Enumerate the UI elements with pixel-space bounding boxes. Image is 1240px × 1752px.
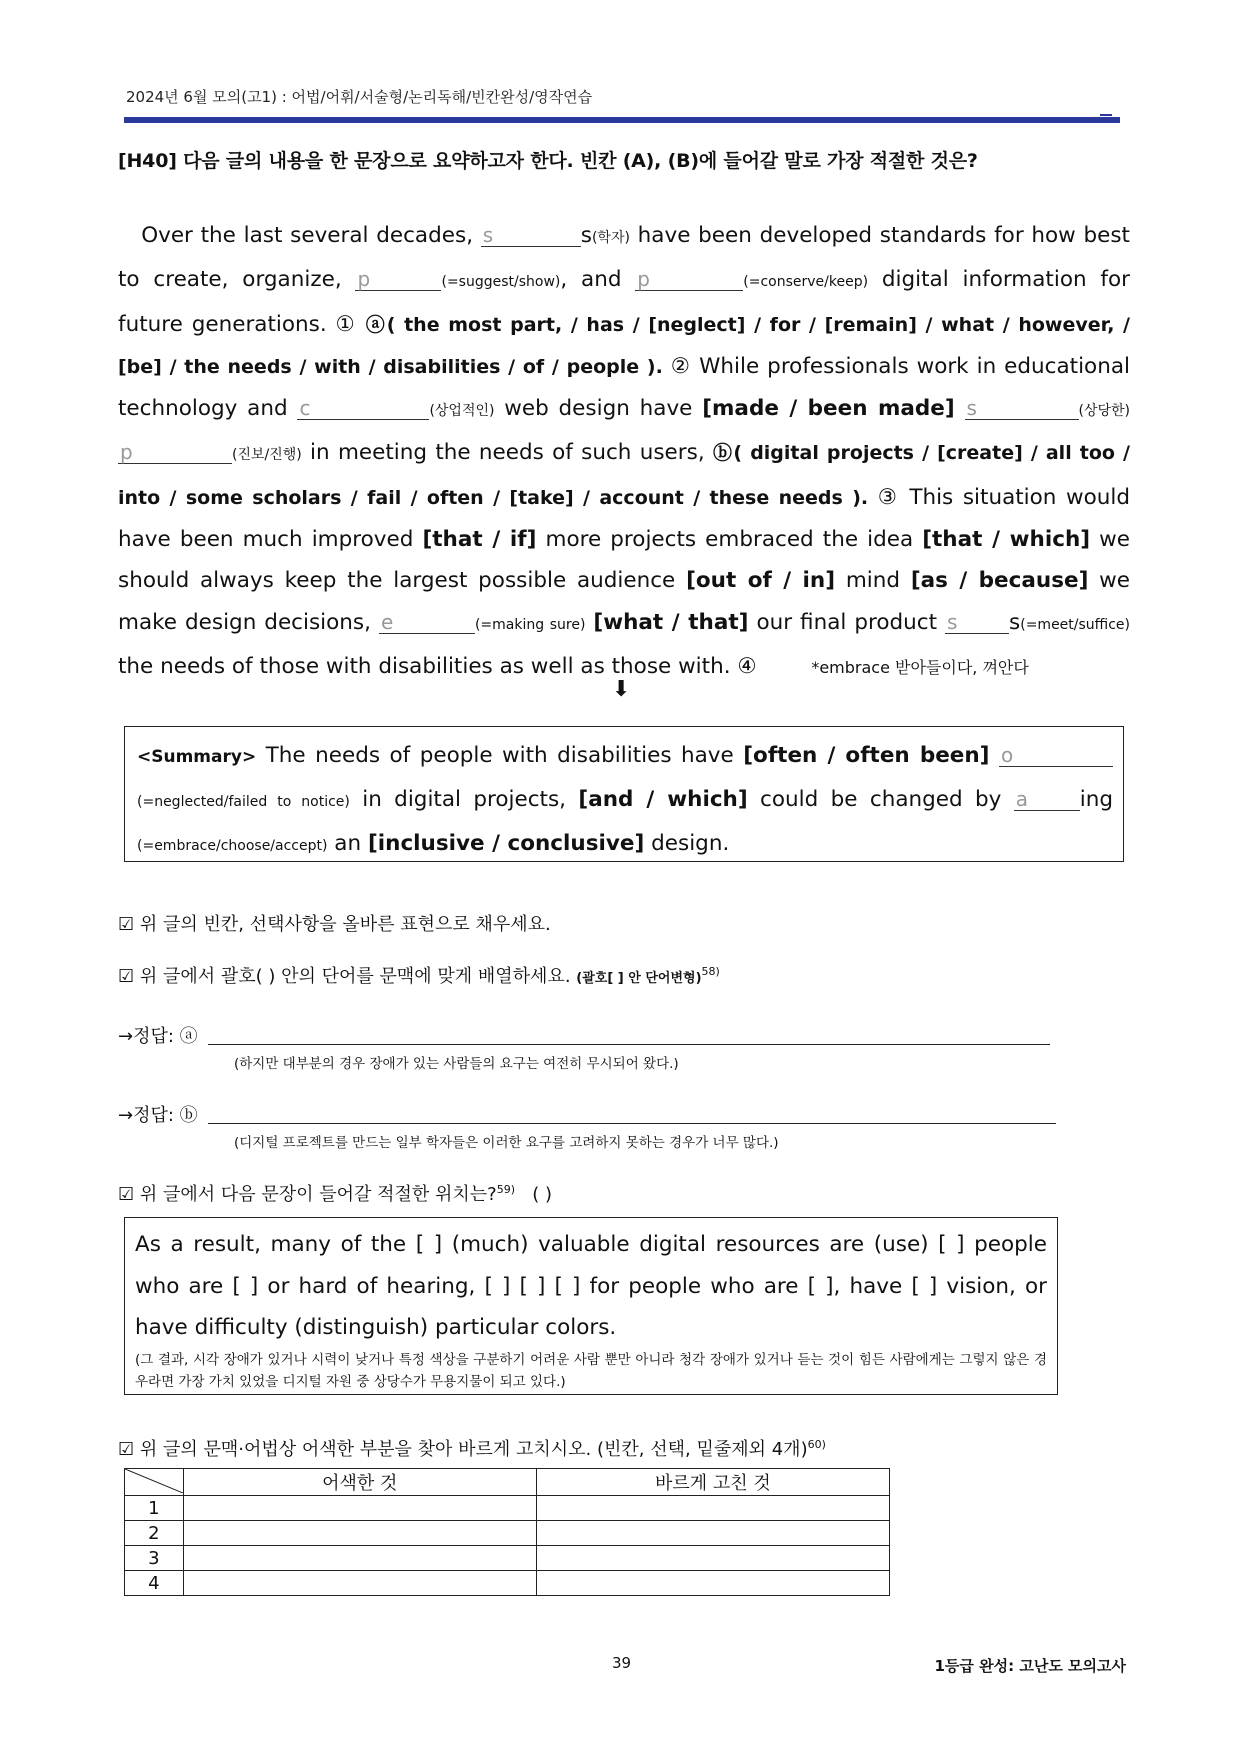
answer-a-hint: (하지만 대부분의 경우 장애가 있는 사람들의 요구는 여전히 무시되어 왔다.) bbox=[234, 1056, 679, 1072]
blank-input[interactable]: c bbox=[297, 397, 429, 420]
choice-option[interactable]: [often / often been] bbox=[743, 743, 990, 768]
passage-text: Over the last several decades, bbox=[141, 223, 481, 248]
row-number: 4 bbox=[125, 1571, 184, 1596]
blank-hint: (=making sure) bbox=[474, 616, 586, 633]
passage-text: , and bbox=[560, 267, 636, 293]
wrong-cell[interactable] bbox=[183, 1521, 536, 1546]
passage-text: ② While professionals work in educational technology and bbox=[118, 353, 1130, 422]
task-arrange bbox=[118, 962, 720, 988]
wrong-cell[interactable] bbox=[183, 1571, 536, 1596]
blank-input[interactable]: s bbox=[945, 611, 1009, 634]
blank-hint: (상업적인) bbox=[429, 403, 495, 420]
summary-label: <Summary> bbox=[137, 747, 257, 767]
passage-text: have been developed standards for how best to create, organize, bbox=[118, 223, 1130, 293]
passage-text: the needs of those with disabilities as well as those with. ④ bbox=[118, 653, 757, 679]
choice-option[interactable]: [out of / in] bbox=[686, 568, 836, 594]
blank-input[interactable]: p bbox=[355, 268, 441, 291]
summary-box bbox=[124, 726, 1124, 862]
table-row bbox=[125, 1496, 890, 1521]
down-arrow-icon: ⬇ bbox=[612, 677, 631, 702]
passage-text bbox=[955, 396, 965, 421]
correct-cell[interactable] bbox=[536, 1496, 889, 1521]
answer-b-hint: (디지털 프로젝트를 만드는 일부 학자들은 이러한 요구를 고려하지 못하는 경우가 너무 많다.) bbox=[234, 1135, 779, 1151]
header-divider bbox=[124, 117, 1120, 123]
passage-text: ③ This situation would have been much improved bbox=[118, 484, 1131, 553]
choice-option[interactable]: [and / which] bbox=[578, 786, 748, 812]
passage-text: mind bbox=[835, 568, 911, 594]
answer-a-input[interactable] bbox=[208, 1044, 1050, 1045]
footnote-ref: 58) bbox=[701, 965, 720, 978]
answer-b-input[interactable] bbox=[208, 1123, 1056, 1124]
position-answer-field[interactable]: ( ) bbox=[532, 1184, 552, 1205]
blank-hint: (=embrace/choose/accept) bbox=[137, 838, 328, 854]
arrange-prompt-a: ⓐ( the most part, / has / [neglect] / for / [remain] / what / however, / [be] / the needs / with / disabilities / of / people ). bbox=[118, 313, 1130, 378]
row-number: 3 bbox=[125, 1546, 184, 1571]
blank-input[interactable]: e bbox=[379, 611, 475, 634]
wrong-cell[interactable] bbox=[183, 1546, 536, 1571]
table-row bbox=[125, 1571, 890, 1596]
summary-text: ing bbox=[1079, 786, 1113, 812]
task-text: ☑ 위 글에서 다음 문장이 들어갈 적절한 위치는? bbox=[118, 1184, 497, 1205]
summary-text: in digital projects, bbox=[349, 786, 579, 812]
result-sentence-translation: (그 결과, 시각 장애가 있거나 시력이 낮거나 특정 색상을 구분하기 어려운 사람 뿐만 아니라 청각 장애가 있거나 듣는 것이 힘든 사람에게는 그렇지 않은 경우라면 가장 가치 있었을 디지털 자원 중 상당수가 무용지물이 되고 있다.) bbox=[135, 1351, 1047, 1390]
summary-text: could be changed by bbox=[747, 786, 1014, 812]
table-row bbox=[125, 1521, 890, 1546]
choice-option[interactable]: [made / been made] bbox=[702, 396, 955, 422]
wrong-cell[interactable] bbox=[183, 1496, 536, 1521]
correction-table bbox=[124, 1468, 890, 1596]
passage-text: s bbox=[1009, 609, 1021, 635]
task-text: ☑ 위 글에서 괄호( ) 안의 단어를 문맥에 맞게 배열하세요. bbox=[118, 966, 571, 987]
footnote-ref: 60) bbox=[807, 1438, 826, 1451]
page-number: 39 bbox=[612, 1654, 632, 1672]
task-note: (괄호[ ] 안 단어변형) bbox=[576, 971, 702, 986]
blank-input[interactable]: p bbox=[635, 268, 743, 291]
correct-cell[interactable] bbox=[536, 1521, 889, 1546]
summary-text: an bbox=[327, 831, 368, 856]
header-correct: 바르게 고친 것 bbox=[536, 1469, 889, 1496]
blank-input[interactable]: o bbox=[999, 744, 1113, 767]
blank-input[interactable]: a bbox=[1014, 788, 1080, 811]
blank-hint: (학자) bbox=[591, 230, 630, 246]
row-number: 1 bbox=[125, 1496, 184, 1521]
passage-text: more projects embraced the idea bbox=[536, 527, 923, 553]
passage-text: digital information for future generations. ① bbox=[118, 267, 1130, 337]
task-fill-blanks: ☑ 위 글의 빈칸, 선택사항을 올바른 표현으로 채우세요. bbox=[118, 914, 551, 935]
footer-brand: 1등급 완성: 고난도 모의고사 bbox=[934, 1657, 1126, 1675]
passage-text: our final product bbox=[748, 609, 946, 635]
blank-hint: (=neglected/failed to notice) bbox=[137, 793, 350, 810]
blank-hint: (=conserve/keep) bbox=[743, 274, 869, 291]
page-header: 2024년 6월 모의(고1) : 어법/어휘/서술형/논리독해/빈칸완성/영작연습 bbox=[126, 88, 593, 106]
header-wrong: 어색한 것 bbox=[183, 1469, 536, 1496]
summary-text: design. bbox=[644, 831, 730, 856]
result-sentence-box bbox=[124, 1217, 1058, 1395]
passage bbox=[118, 215, 1130, 688]
answer-a-label: →정답: ⓐ bbox=[118, 1026, 198, 1047]
table-header-row bbox=[125, 1469, 890, 1496]
blank-input[interactable]: s bbox=[481, 224, 581, 247]
arrange-prompt-b: ⓑ( digital projects / [create] / all too / into / some scholars / fail / often / [take] / account / these needs ). bbox=[118, 442, 1130, 509]
passage-text: we make design decisions, bbox=[118, 568, 1130, 635]
diagonal-line-icon bbox=[125, 1469, 183, 1493]
answer-b-label: →정답: ⓑ bbox=[118, 1105, 198, 1126]
choice-option[interactable]: [that / if] bbox=[422, 527, 537, 553]
blank-hint: (진보/진행) bbox=[232, 447, 302, 464]
row-number: 2 bbox=[125, 1521, 184, 1546]
footnote-ref: 59) bbox=[496, 1183, 516, 1196]
blank-hint: (상당한) bbox=[1078, 403, 1130, 420]
choice-option[interactable]: [what / that] bbox=[593, 609, 749, 635]
correct-cell[interactable] bbox=[536, 1546, 889, 1571]
passage-text: web design have bbox=[494, 396, 703, 422]
task-text: ☑ 위 글의 문맥·어법상 어색한 부분을 찾아 바르게 고치시오. (빈칸, 선택, 밑줄제외 4개) bbox=[118, 1439, 808, 1460]
blank-input[interactable]: p bbox=[118, 441, 232, 464]
question-title: [H40] 다음 글의 내용을 한 문장으로 요약하고자 한다. 빈칸 (A), (B)에 들어갈 말로 가장 적절한 것은? bbox=[118, 150, 978, 172]
blank-hint: (=meet/suffice) bbox=[1020, 616, 1130, 633]
passage-text: in meeting the needs of such users, bbox=[301, 440, 713, 466]
blank-input[interactable]: s bbox=[965, 397, 1079, 420]
diagonal-header-cell bbox=[125, 1469, 184, 1496]
task-correction bbox=[118, 1435, 826, 1461]
correct-cell[interactable] bbox=[536, 1571, 889, 1596]
passage-text: we should always keep the largest possible audience bbox=[118, 527, 1130, 594]
choice-option[interactable]: [as / because] bbox=[910, 568, 1089, 594]
result-sentence-text: As a result, many of the [ ] (much) valuable digital resources are (use) [ ] people who are [ ] or hard of hearing, [ ] [ ] [ ] for people who are [ ], have [ ] vision, or have difficulty (distinguish) particular colors. bbox=[135, 1232, 1047, 1340]
choice-option[interactable]: [inclusive / conclusive] bbox=[367, 831, 645, 856]
task-position bbox=[118, 1180, 552, 1206]
blank-hint: (=suggest/show) bbox=[441, 274, 561, 291]
summary-text: The needs of people with disabilities have bbox=[256, 743, 744, 768]
table-row bbox=[125, 1546, 890, 1571]
vocab-note: *embrace 받아들이다, 껴안다 bbox=[811, 657, 1029, 677]
passage-text: s bbox=[580, 223, 592, 248]
choice-option[interactable]: [that / which] bbox=[922, 527, 1091, 553]
